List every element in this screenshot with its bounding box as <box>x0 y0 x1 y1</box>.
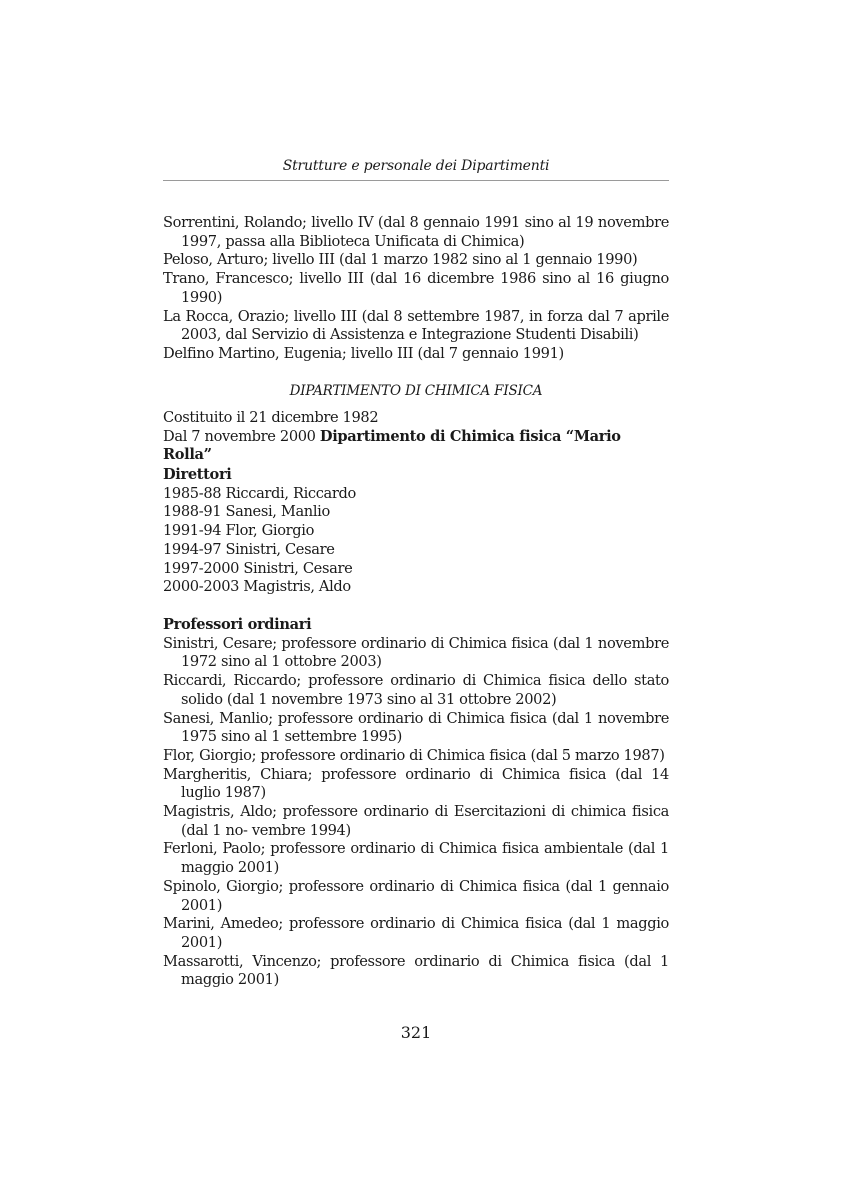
entry-line: al 1 settembre 1995) <box>254 728 402 746</box>
entry-line: Sinistri, Cesare; professore ordinario di Chimica fisica (dal 1 novembre 1972 sino <box>163 634 669 671</box>
professor-entry <box>163 747 669 766</box>
professor-entry <box>163 635 669 672</box>
professor-entry <box>163 840 669 877</box>
running-head-title: Strutture e personale dei Dipartimenti <box>282 158 550 174</box>
department-founded: Costituito il 21 dicembre 1982 <box>163 409 379 426</box>
personnel-entry: Delfino Martino, Eugenia; livello III (dal 7 gennaio 1991) <box>163 344 564 362</box>
page-number: 321 <box>400 1023 432 1042</box>
directors-section <box>163 466 669 597</box>
entry-line: Riccardi, Riccardo; professore ordinario di Chimica fisica dello stato solido (dal 1 <box>163 672 669 708</box>
entry-line: al 1 ottobre 2003) <box>254 653 382 671</box>
entry-line: novembre 1973 sino al 31 ottobre 2002) <box>271 690 557 708</box>
professors-section <box>163 616 669 990</box>
renamed-date: Dal 7 novembre 2000 <box>163 427 316 445</box>
professor-entry <box>163 672 669 709</box>
entry-line: Marini, Amedeo; professore ordinario di Chimica fisica (dal 1 maggio 2001) <box>163 915 669 951</box>
entry-line: 2001) <box>237 859 279 877</box>
department-info <box>163 409 669 465</box>
department-full-name: Dipartimento di Chimica fisica “Mario Rolla” <box>163 427 621 464</box>
department-section-title: DIPARTIMENTO DI CHIMICA FISICA <box>289 383 543 399</box>
professor-entry <box>163 878 669 915</box>
professor-entry <box>163 915 669 952</box>
professor-entry <box>163 803 669 840</box>
entry-line: passa alla Biblioteca Unificata di Chimica) <box>225 232 525 250</box>
director-item: 1994-97 Sinistri, Cesare <box>163 540 335 558</box>
personnel-entry: Trano, Francesco; livello III (dal 16 dicembre 1986 sino al 16 giugno 1990) <box>163 270 669 306</box>
entry-line: Sorrentini, Rolando; livello IV (dal 8 gennaio 1991 sino al 19 novembre 1997, <box>163 214 669 250</box>
header-rule <box>163 180 669 181</box>
personnel-entry <box>163 214 669 251</box>
entry-line: Sanesi, Manlio; professore ordinario di Chimica fisica (dal 1 novembre 1975 sino <box>163 709 669 746</box>
directors-heading: Direttori <box>163 466 232 483</box>
entry-line: Flor, Giorgio; professore ordinario di Chimica fisica (dal 5 marzo 1987) <box>163 746 665 764</box>
entry-line: Margheritis, Chiara; professore ordinario di Chimica fisica (dal 14 luglio 1987) <box>163 765 669 802</box>
professor-entry <box>163 953 669 990</box>
entry-line: Magistris, Aldo; professore ordinario di Esercitazioni di chimica fisica (dal 1 no- <box>163 803 669 839</box>
professors-heading: Professori ordinari <box>163 616 312 633</box>
director-item: 1991-94 Flor, Giorgio <box>163 522 315 540</box>
entry-line: La Rocca, Orazio; livello III (dal 8 settembre 1987, in forza dal 7 aprile 2003, dal <box>163 307 669 344</box>
director-item: 2000-2003 Magistris, Aldo <box>163 578 351 596</box>
personnel-entry: Peloso, Arturo; livello III (dal 1 marzo 1982 sino al 1 gennaio 1990) <box>163 251 638 269</box>
personnel-list <box>163 214 669 364</box>
entry-line: Servizio di Assistenza e Integrazione Studenti Disabili) <box>251 326 639 344</box>
entry-line: vembre 1994) <box>251 821 351 839</box>
professor-entry <box>163 766 669 803</box>
entry-line: Spinolo, Giorgio; professore ordinario di Chimica fisica (dal 1 gennaio 2001) <box>163 877 669 914</box>
entry-line: Massarotti, Vincenzo; professore ordinario di Chimica fisica (dal 1 maggio 2001) <box>163 952 669 989</box>
personnel-entry <box>163 308 669 345</box>
professor-entry <box>163 710 669 747</box>
director-item: 1997-2000 Sinistri, Cesare <box>163 559 353 577</box>
entry-line: Ferloni, Paolo; professore ordinario di Chimica fisica ambientale (dal 1 maggio <box>163 840 669 877</box>
director-item: 1988-91 Sanesi, Manlio <box>163 503 330 521</box>
director-item: 1985-88 Riccardi, Riccardo <box>163 484 356 502</box>
department-renamed <box>163 428 669 465</box>
